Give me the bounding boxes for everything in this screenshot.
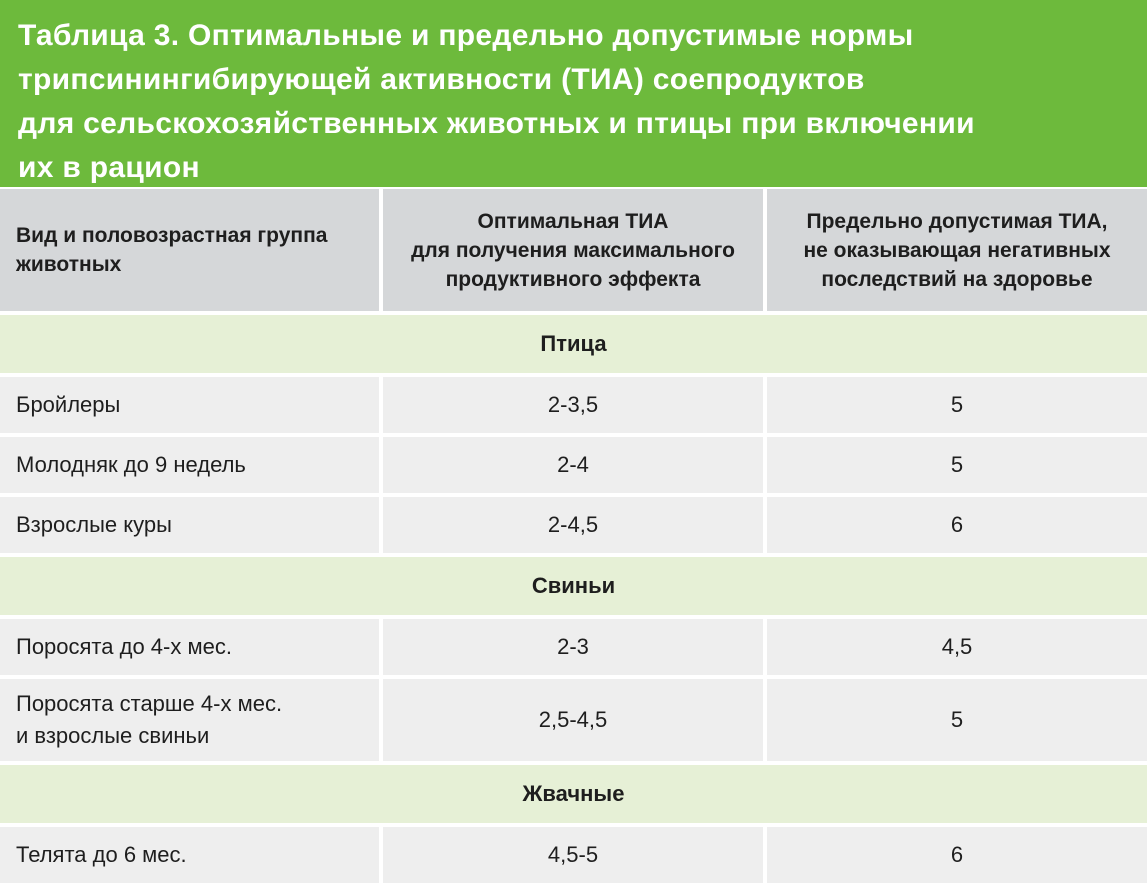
- animal-group-cell: Бройлеры: [0, 377, 383, 437]
- animal-group-cell: Телята до 6 мес.: [0, 827, 383, 887]
- header-animal-group: Вид и половозрастная группа животных: [0, 189, 383, 315]
- max-tia-cell: 4,5: [767, 619, 1147, 679]
- table-row: [0, 437, 1147, 497]
- group-label: Жвачные: [0, 765, 1147, 827]
- table-title: [0, 0, 1147, 187]
- table-row: [0, 827, 1147, 887]
- animal-group-cell: Молодняк до 9 недель: [0, 437, 383, 497]
- header-optimal-tia: Оптимальная ТИА для получения максимального продуктивного эффекта: [383, 189, 767, 315]
- max-tia-cell: 5: [767, 377, 1147, 437]
- title-line: их в рацион: [18, 151, 200, 184]
- table-row: [0, 619, 1147, 679]
- optimal-tia-cell: 2-3: [383, 619, 767, 679]
- optimal-tia-cell: 2,5-4,5: [383, 679, 767, 765]
- animal-group-cell: Поросята старше 4-х мес. и взрослые свиньи: [0, 679, 383, 765]
- title-line: для сельскохозяйственных животных и птицы при включении: [18, 107, 975, 140]
- optimal-tia-cell: 2-3,5: [383, 377, 767, 437]
- tia-norms-table: [0, 189, 1147, 887]
- max-tia-cell: 5: [767, 679, 1147, 765]
- table-row: [0, 497, 1147, 557]
- animal-group-cell: Взрослые куры: [0, 497, 383, 557]
- header-max-tia: Предельно допустимая ТИА, не оказывающая негативных последствий на здоровье: [767, 189, 1147, 315]
- title-line: Таблица 3. Оптимальные и предельно допустимые нормы: [18, 19, 914, 52]
- max-tia-cell: 6: [767, 827, 1147, 887]
- max-tia-cell: 6: [767, 497, 1147, 557]
- group-row-pigs: [0, 557, 1147, 619]
- animal-group-cell: Поросята до 4-х мес.: [0, 619, 383, 679]
- max-tia-cell: 5: [767, 437, 1147, 497]
- group-row-poultry: [0, 315, 1147, 377]
- group-row-ruminants: [0, 765, 1147, 827]
- table-row: [0, 377, 1147, 437]
- optimal-tia-cell: 2-4,5: [383, 497, 767, 557]
- table-row: [0, 679, 1147, 765]
- optimal-tia-cell: 4,5-5: [383, 827, 767, 887]
- group-label: Птица: [0, 315, 1147, 377]
- group-label: Свиньи: [0, 557, 1147, 619]
- header-row: [0, 189, 1147, 315]
- optimal-tia-cell: 2-4: [383, 437, 767, 497]
- title-line: трипсинингибирующей активности (ТИА) соепродуктов: [18, 63, 865, 96]
